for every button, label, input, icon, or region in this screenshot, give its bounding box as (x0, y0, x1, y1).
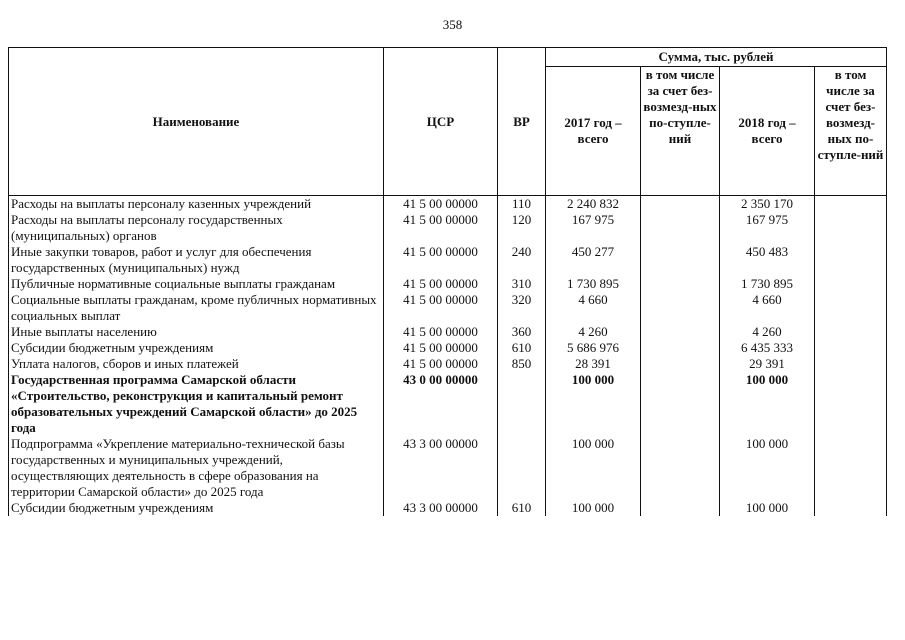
vr-cell (498, 436, 546, 500)
incl-2018-cell (815, 436, 887, 500)
table-row (9, 324, 887, 340)
sum-2017-cell: 5 686 976 (546, 340, 641, 356)
sum-2017-cell: 4 260 (546, 324, 641, 340)
csr-cell: 41 5 00 00000 (384, 196, 498, 213)
incl-2017-cell (641, 292, 720, 324)
incl-2018-cell (815, 324, 887, 340)
csr-cell: 41 5 00 00000 (384, 244, 498, 276)
name-cell: Расходы на выплаты персоналу государственных (муниципальных) органов (9, 212, 384, 244)
name-cell: Субсидии бюджетным учреждениям (9, 500, 384, 516)
vr-cell (498, 372, 546, 436)
vr-cell: 240 (498, 244, 546, 276)
csr-cell: 41 5 00 00000 (384, 324, 498, 340)
sum-2018-cell: 100 000 (720, 500, 815, 516)
incl-2018-cell (815, 292, 887, 324)
name-cell: Государственная программа Самарской области «Строительство, реконструкция и капитальный ремонт образовательных учреждений Самарской области» до 2025 года (9, 372, 384, 436)
vr-cell: 610 (498, 340, 546, 356)
name-cell: Публичные нормативные социальные выплаты гражданам (9, 276, 384, 292)
incl-2018-cell (815, 212, 887, 244)
name-cell: Расходы на выплаты персоналу казенных учреждений (9, 196, 384, 213)
csr-cell: 43 3 00 00000 (384, 500, 498, 516)
incl-2018-cell (815, 500, 887, 516)
table-row (9, 212, 887, 244)
vr-cell: 320 (498, 292, 546, 324)
header-2018-incl: в том числе за счет без-возмезд-ных по-ступле-ний (815, 67, 887, 196)
vr-cell: 110 (498, 196, 546, 213)
header-2017-incl: в том числе за счет без-возмезд-ных по-ступле-ний (641, 67, 720, 196)
sum-2017-cell: 167 975 (546, 212, 641, 244)
header-vr: ВР (498, 48, 546, 196)
incl-2017-cell (641, 324, 720, 340)
table-header (9, 48, 887, 196)
vr-cell: 610 (498, 500, 546, 516)
header-sum-group: Сумма, тыс. рублей (546, 48, 887, 67)
table-row (9, 276, 887, 292)
incl-2018-cell (815, 244, 887, 276)
sum-2018-cell: 29 391 (720, 356, 815, 372)
table-row (9, 292, 887, 324)
name-cell: Уплата налогов, сборов и иных платежей (9, 356, 384, 372)
incl-2017-cell (641, 356, 720, 372)
sum-2017-cell: 2 240 832 (546, 196, 641, 213)
sum-2018-cell: 450 483 (720, 244, 815, 276)
name-cell: Иные выплаты населению (9, 324, 384, 340)
incl-2017-cell (641, 340, 720, 356)
sum-2018-cell: 4 660 (720, 292, 815, 324)
table-row (9, 196, 887, 213)
csr-cell: 43 3 00 00000 (384, 436, 498, 500)
name-cell: Субсидии бюджетным учреждениям (9, 340, 384, 356)
sum-2017-cell: 100 000 (546, 436, 641, 500)
page-number: 358 (442, 17, 463, 32)
incl-2017-cell (641, 196, 720, 213)
sum-2017-cell: 100 000 (546, 500, 641, 516)
table-row (9, 356, 887, 372)
vr-cell: 360 (498, 324, 546, 340)
incl-2017-cell (641, 244, 720, 276)
name-cell: Иные закупки товаров, работ и услуг для обеспечения государственных (муниципальных) нужд (9, 244, 384, 276)
header-2017-total: 2017 год – всего (546, 67, 641, 196)
table-row (9, 340, 887, 356)
header-name: Наименование (9, 48, 384, 196)
vr-cell: 120 (498, 212, 546, 244)
table-row (9, 436, 887, 500)
incl-2018-cell (815, 196, 887, 213)
csr-cell: 41 5 00 00000 (384, 212, 498, 244)
name-cell: Социальные выплаты гражданам, кроме публичных нормативных социальных выплат (9, 292, 384, 324)
sum-2018-cell: 6 435 333 (720, 340, 815, 356)
vr-cell: 310 (498, 276, 546, 292)
header-2018-total: 2018 год – всего (720, 67, 815, 196)
incl-2018-cell (815, 340, 887, 356)
sum-2017-cell: 28 391 (546, 356, 641, 372)
csr-cell: 41 5 00 00000 (384, 356, 498, 372)
incl-2017-cell (641, 212, 720, 244)
sum-2018-cell: 100 000 (720, 436, 815, 500)
csr-cell: 41 5 00 00000 (384, 340, 498, 356)
name-cell: Подпрограмма «Укрепление материально-технической базы государственных и муниципальных учреждений, осуществляющих деятельность в сфере образования на территории Самарской области» до 2025 года (9, 436, 384, 500)
incl-2017-cell (641, 436, 720, 500)
sum-2018-cell: 1 730 895 (720, 276, 815, 292)
csr-cell: 41 5 00 00000 (384, 276, 498, 292)
incl-2018-cell (815, 276, 887, 292)
incl-2017-cell (641, 276, 720, 292)
vr-cell: 850 (498, 356, 546, 372)
sum-2018-cell: 167 975 (720, 212, 815, 244)
table-row (9, 500, 887, 516)
table-row (9, 244, 887, 276)
sum-2018-cell: 100 000 (720, 372, 815, 436)
table-row (9, 372, 887, 436)
sum-2018-cell: 2 350 170 (720, 196, 815, 213)
sum-2017-cell: 1 730 895 (546, 276, 641, 292)
incl-2017-cell (641, 372, 720, 436)
csr-cell: 41 5 00 00000 (384, 292, 498, 324)
sum-2017-cell: 100 000 (546, 372, 641, 436)
header-csr: ЦСР (384, 48, 498, 196)
sum-2018-cell: 4 260 (720, 324, 815, 340)
incl-2018-cell (815, 372, 887, 436)
incl-2017-cell (641, 500, 720, 516)
sum-2017-cell: 4 660 (546, 292, 641, 324)
incl-2018-cell (815, 356, 887, 372)
csr-cell: 43 0 00 00000 (384, 372, 498, 436)
table-body (9, 196, 887, 517)
budget-table (8, 47, 887, 516)
sum-2017-cell: 450 277 (546, 244, 641, 276)
